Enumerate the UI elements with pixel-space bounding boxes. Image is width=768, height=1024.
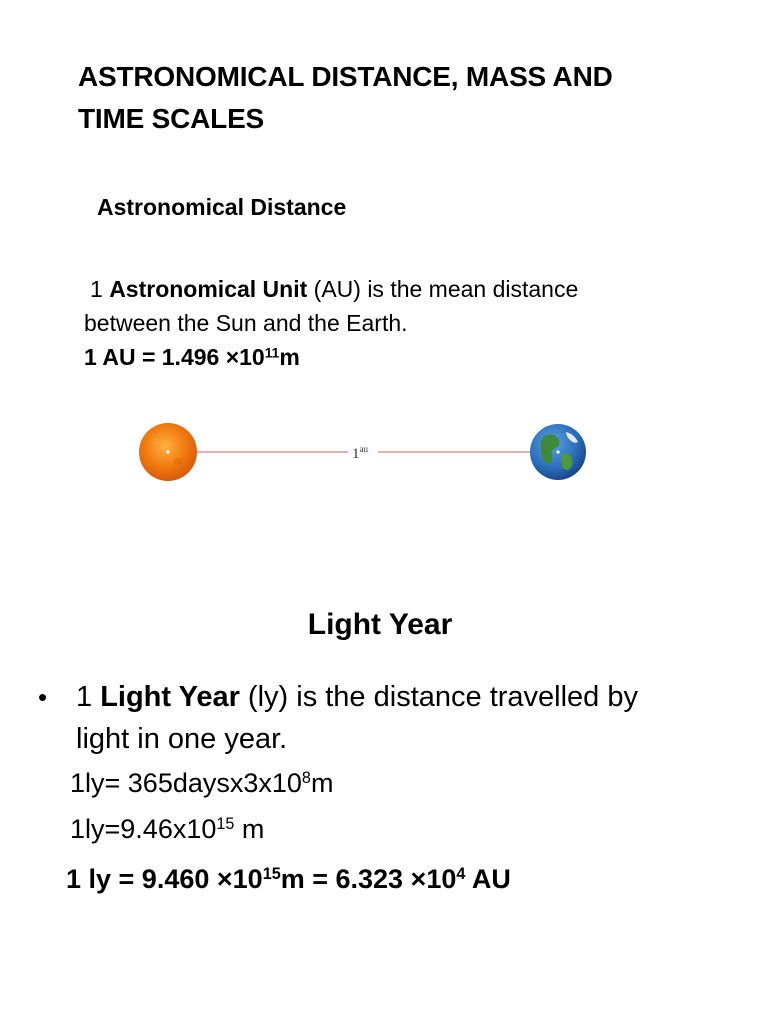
au-line1-rest: (AU) is the mean distance <box>307 276 579 302</box>
au-equation-exponent: 11 <box>264 345 280 361</box>
ly-eq3-part-b: m = 6.323 ×10 <box>280 864 457 894</box>
light-year-heading: Light Year <box>307 608 453 641</box>
sun-icon <box>139 423 197 481</box>
ly-definition-line-1 <box>76 676 736 718</box>
au-equation-lhs: 1 AU = 1.496 ×10 <box>84 344 265 370</box>
ly-eq3-part-a: 1 ly = 9.460 ×10 <box>66 864 263 894</box>
ly-line1-rest: (ly) is the distance travelled by <box>239 681 638 713</box>
ly-eq2-base: 1ly=9.46x10 <box>70 814 217 844</box>
title-line-1: ASTRONOMICAL DISTANCE, MASS AND <box>78 61 613 92</box>
ly-eq2-exponent: 15 <box>216 815 235 834</box>
ly-eq3-exponent-1: 15 <box>262 865 281 884</box>
distance-label: $1^{au}$ <box>352 444 368 462</box>
ly-equation-3 <box>66 864 511 895</box>
ly-eq1-base: 1ly= 365daysx3x10 <box>70 768 302 798</box>
ly-definition-line-2: light in one year. <box>76 723 288 755</box>
ly-eq2-unit: m <box>234 814 265 844</box>
title-line-2: TIME SCALES <box>78 103 265 134</box>
ly-equation-2 <box>70 814 264 845</box>
sun-earth-diagram <box>130 414 600 488</box>
au-definition-line-2: between the Sun and the Earth. <box>84 310 408 336</box>
ly-eq1-exponent: 8 <box>301 769 311 788</box>
au-definition-line-1 <box>84 272 704 306</box>
ly-eq3-unit: AU <box>465 864 511 894</box>
ly-equation-1 <box>70 768 333 799</box>
bullet-icon: • <box>38 682 48 712</box>
ly-eq3-exponent-2: 4 <box>456 865 466 884</box>
au-equation-unit: m <box>279 344 300 370</box>
light-year-definition <box>76 676 736 760</box>
page-title <box>78 56 718 140</box>
au-definition <box>84 272 704 340</box>
au-equation <box>84 344 300 371</box>
au-term: Astronomical Unit <box>109 276 308 302</box>
section-heading: Astronomical Distance <box>97 194 347 220</box>
au-prefix: 1 <box>90 276 110 302</box>
earth-icon <box>530 424 586 480</box>
ly-eq1-unit: m <box>310 768 334 798</box>
ly-prefix: 1 <box>76 681 101 713</box>
ly-term: Light Year <box>100 681 240 713</box>
